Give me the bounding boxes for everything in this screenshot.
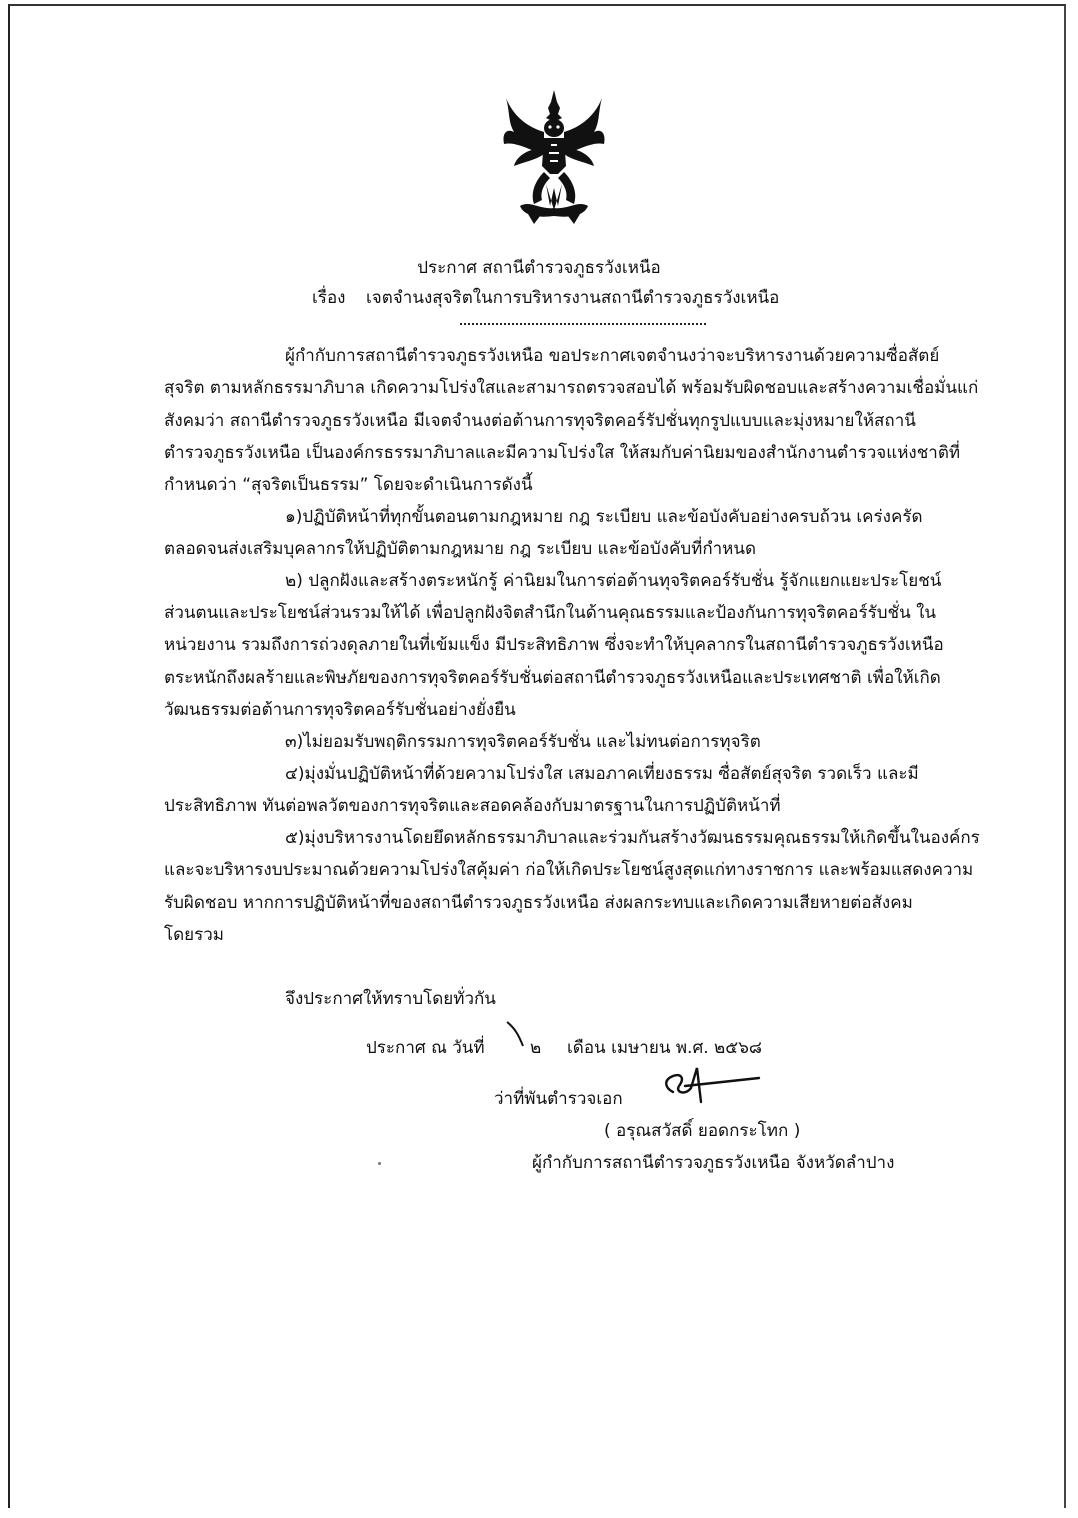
intro-line-2: สุจริต ตามหลักธรรมาภิบาล เกิดความโปร่งใสและสามารถตรวจสอบได้ พร้อมรับผิดชอบและสร้างความเชื่อมั่นแก่ <box>164 378 979 398</box>
item-5-line-2: และจะบริหารงบประมาณด้วยความโปร่งใสคุ้มค่า ก่อให้เกิดประโยชน์สูงสุดแก่ทางราชการ และพร้อมแสดงความ <box>164 860 974 880</box>
scan-speck <box>378 1162 381 1165</box>
item-2-line-2: ส่วนตนและประโยชน์ส่วนรวมให้ได้ เพื่อปลูกฝังจิตสำนึกในด้านคุณธรรมและป้องกันการทุจริตคอร์รับชั่น ใน <box>164 603 937 623</box>
intro-line-3: สังคมว่า สถานีตำรวจภูธรวังเหนือ มีเจตจำนงต่อต้านการทุจริตคอร์รัปชั่นทุกรูปแบบและมุ่งหมายให้สถานี <box>164 411 916 431</box>
item-4-line-1: ๔)มุ่งมั่นปฏิบัติหน้าที่ด้วยความโปร่งใส เสมอภาคเที่ยงธรรม ซื่อสัตย์สุจริต รวดเร็ว และมี <box>285 764 919 784</box>
item-5-line-3: รับผิดชอบ หากการปฏิบัติหน้าที่ของสถานีตำรวจภูธรวังเหนือ ส่งผลกระทบและเกิดความเสียหายต่อสังคม <box>164 893 913 913</box>
subject-label: เรื่อง <box>312 288 346 308</box>
item-1-line-1: ๑)ปฏิบัติหน้าที่ทุกขั้นตอนตามกฎหมาย กฎ ระเบียบ และข้อบังคับอย่างครบถ้วน เคร่งครัด <box>285 507 923 527</box>
item-3-line-1: ๓)ไม่ยอมรับพฤติกรรมการทุจริตคอร์รับชั่น และไม่ทนต่อการทุจริต <box>285 732 761 752</box>
subject-text: เจตจำนงสุจริตในการบริหารงานสถานีตำรวจภูธรวังเหนือ <box>366 288 780 308</box>
item-2-line-1: ๒) ปลูกฝังและสร้างตระหนักรู้ ค่านิยมในการต่อต้านทุจริตคอร์รับชั่น รู้จักแยกแยะประโยชน์ <box>285 571 942 591</box>
date-rest: เดือน เมษายน พ.ศ. ๒๕๖๘ <box>567 1038 763 1058</box>
intro-line-1: ผู้กำกับการสถานีตำรวจภูธรวังเหนือ ขอประกาศเจตจำนงว่าจะบริหารงานด้วยความซื่อสัตย์ <box>285 346 940 366</box>
item-4-line-2: ประสิทธิภาพ ทันต่อพลวัตของการทุจริตและสอดคล้องกับมาตรฐานในการปฏิบัติหน้าที่ <box>164 796 781 816</box>
separator-dotted-line <box>460 323 706 327</box>
intro-line-4: ตำรวจภูธรวังเหนือ เป็นองค์กรธรรมาภิบาลและมีความโปร่งใส ให้สมกับค่านิยมของสำนักงานตำรวจแห่งชาติที่ <box>164 443 961 463</box>
item-5-line-1: ๕)มุ่งบริหารงานโดยยึดหลักธรรมาภิบาลและร่วมกันสร้างวัฒนธรรมคุณธรรมให้เกิดขึ้นในองค์กร <box>285 828 980 848</box>
signer-name: ( อรุณสวัสดิ์ ยอดกระโทก ) <box>604 1121 801 1141</box>
item-5-line-4: โดยรวม <box>164 925 225 945</box>
item-1-line-2: ตลอดจนส่งเสริมบุคลากรให้ปฏิบัติตามกฎหมาย กฎ ระเบียบ และข้อบังคับที่กำหนด <box>164 539 757 559</box>
intro-line-5: กำหนดว่า “สุจริตเป็นธรรม” โดยจะดำเนินการดังนี้ <box>164 475 533 495</box>
signer-rank: ว่าที่พันตำรวจเอก <box>494 1089 623 1109</box>
signer-position: ผู้กำกับการสถานีตำรวจภูธรวังเหนือ จังหวัดลำปาง <box>532 1153 895 1173</box>
handwritten-signature <box>655 1064 765 1106</box>
date-prefix: ประกาศ ณ วันที่ <box>366 1038 485 1058</box>
date-day: ๒ <box>530 1038 542 1058</box>
garuda-emblem <box>500 88 608 228</box>
item-2-line-4: ตระหนักถึงผลร้ายและพิษภัยของการทุจริตคอร์รับชั่นต่อสถานีตำรวจภูธรวังเหนือและประเทศชาติ เพื่อให้เกิด <box>164 668 941 688</box>
item-2-line-5: วัฒนธรรมต่อต้านการทุจริตคอร์รับชั่นอย่างยั่งยืน <box>164 700 516 720</box>
announcement-title: ประกาศ สถานีตำรวจภูธรวังเหนือ <box>417 258 661 278</box>
closing-notice: จึงประกาศให้ทราบโดยทั่วกัน <box>285 989 496 1009</box>
page-border <box>8 4 1066 1508</box>
item-2-line-3: หน่วยงาน รวมถึงการถ่วงดุลภายในที่เข้มแข็ง มีประสิทธิภาพ ซึ่งจะทำให้บุคลากรในสถานีตำรวจภูธรวังเหนือ <box>164 635 944 655</box>
